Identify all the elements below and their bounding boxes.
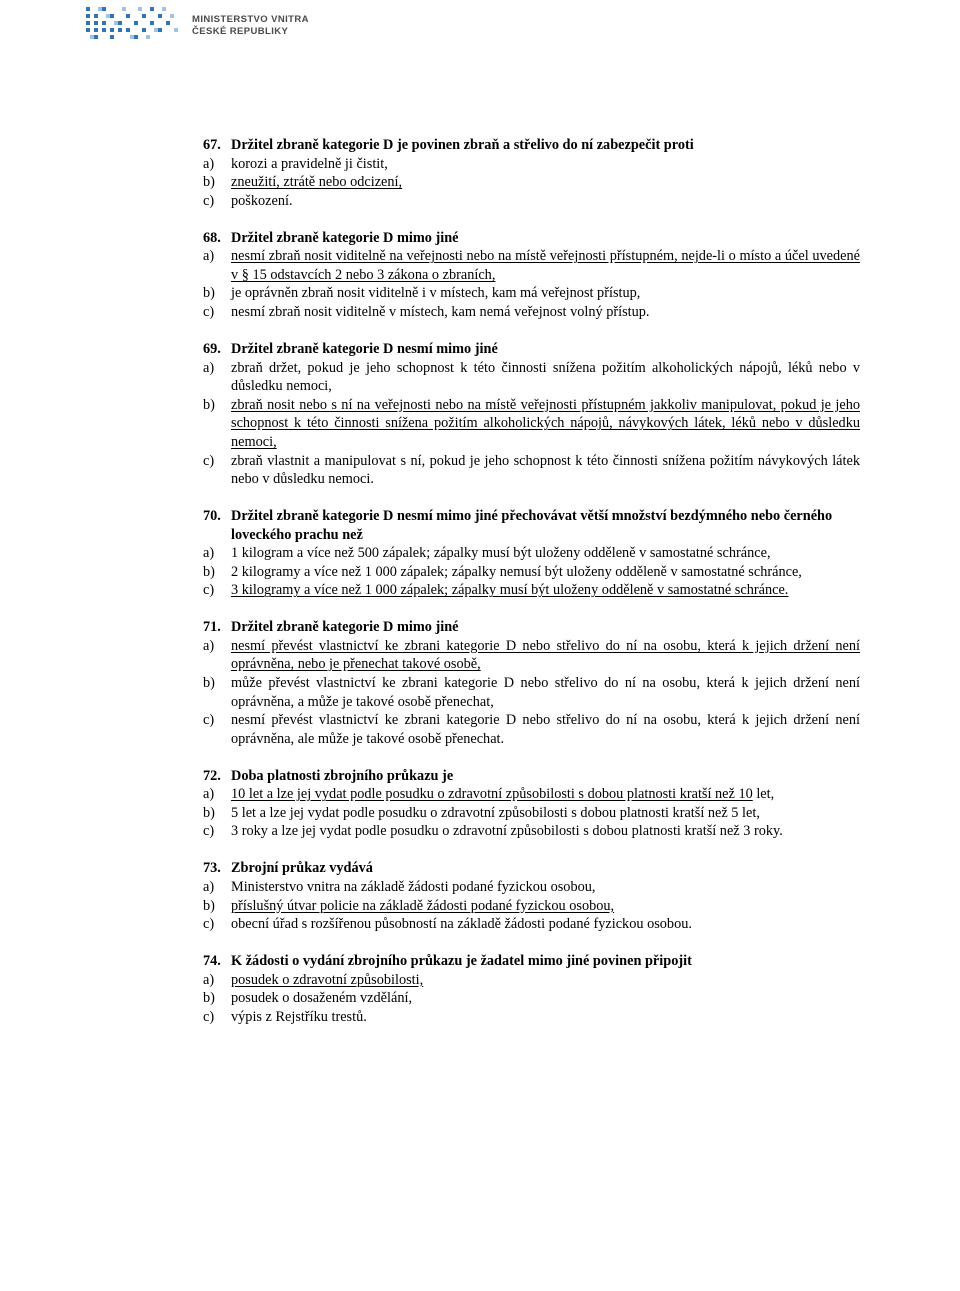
option-letter: c) — [203, 823, 215, 840]
answer-option — [203, 359, 860, 396]
question-heading — [203, 340, 860, 359]
question-heading — [203, 952, 860, 971]
option-text-correct: posudek o zdravotní způsobilosti, — [231, 971, 424, 988]
option-letter: c) — [203, 712, 215, 729]
option-text: 1 kilogram a více než 500 zápalek; zápalky musí být uloženy odděleně v samostatné schránce, — [231, 545, 771, 562]
question-number: 74. — [203, 953, 221, 970]
question-heading — [203, 229, 860, 248]
answer-option — [203, 711, 860, 748]
option-letter: a) — [203, 545, 215, 562]
option-text: 5 let a lze jej vydat podle posudku o zdravotní způsobilosti s dobou platnosti kratší než 5 let, — [231, 804, 760, 821]
option-letter: c) — [203, 582, 215, 599]
option-text-correct: příslušný útvar policie na základě žádosti podané fyzickou osobou, — [231, 897, 615, 914]
logo-mark-icon — [84, 4, 184, 44]
answer-option — [203, 247, 860, 284]
question-heading — [203, 618, 860, 637]
question-item — [203, 229, 860, 322]
question-heading — [203, 859, 860, 878]
logo-text — [192, 14, 309, 38]
question-text: Držitel zbraně kategorie D mimo jiné — [231, 619, 459, 636]
option-letter: a) — [203, 637, 215, 654]
option-letter: c) — [203, 304, 215, 321]
answer-option — [203, 173, 860, 192]
option-text: 3 roky a lze jej vydat podle posudku o zdravotní způsobilosti s dobou platnosti kratší než 3 roky. — [231, 823, 783, 840]
option-letter: c) — [203, 1008, 215, 1025]
answer-option — [203, 674, 860, 711]
option-letter: a) — [203, 359, 215, 376]
option-text-correct: nesmí zbraň nosit viditelně na veřejnosti nebo na místě veřejnosti přístupném, nejde-li o místo a účel uvedené v § 15 odstavcích 2 nebo 3 zákona o zbraních, — [231, 248, 860, 283]
question-text: K žádosti o vydání zbrojního průkazu je žadatel mimo jiné povinen připojit — [231, 953, 692, 970]
option-letter: b) — [203, 990, 215, 1007]
question-text: Držitel zbraně kategorie D mimo jiné — [231, 229, 459, 246]
question-number: 67. — [203, 137, 221, 153]
answer-option — [203, 822, 860, 841]
answer-option — [203, 915, 860, 934]
answer-option — [203, 581, 860, 600]
answer-option — [203, 544, 860, 563]
option-text: může převést vlastnictví ke zbrani kategorie D nebo střelivo do ní na osobu, která k jejich držení není oprávněna, a může je takové osobě přenechat, — [231, 675, 860, 710]
option-text-correct: zneužití, ztrátě nebo odcizení, — [231, 174, 403, 191]
question-item — [203, 507, 860, 600]
answer-option — [203, 452, 860, 489]
question-text: Držitel zbraně kategorie D nesmí mimo jiné — [231, 340, 498, 357]
question-text: Držitel zbraně kategorie D nesmí mimo jiné přechovávat větší množství bezdýmného nebo černého loveckého prachu než — [231, 507, 833, 543]
question-item — [203, 340, 860, 489]
question-number: 68. — [203, 229, 221, 246]
question-heading — [203, 136, 860, 155]
option-text: je oprávněn zbraň nosit viditelně i v místech, kam má veřejnost přístup, — [231, 285, 641, 302]
option-letter: a) — [203, 971, 215, 988]
answer-option — [203, 804, 860, 823]
question-number: 69. — [203, 340, 221, 357]
logo-line-2: ČESKÉ REPUBLIKY — [192, 26, 289, 37]
option-text: korozi a pravidelně ji čistit, — [231, 155, 388, 172]
option-letter: a) — [203, 878, 215, 895]
answer-option — [203, 155, 860, 174]
option-text: obecní úřad s rozšířenou působností na základě žádosti podané fyzickou osobou. — [231, 916, 692, 933]
option-text: zbraň vlastnit a manipulovat s ní, pokud je jeho schopnost k této činnosti snížena požitím návykových látek nebo v důsledku nemoci. — [231, 452, 860, 488]
question-item — [203, 859, 860, 933]
question-heading — [203, 767, 860, 786]
question-item — [203, 136, 860, 210]
ministry-logo — [84, 4, 314, 44]
option-text: výpis z Rejstříku trestů. — [231, 1008, 367, 1025]
answer-option — [203, 303, 860, 322]
option-text: 2 kilogramy a více než 1 000 zápalek; zápalky nemusí být uloženy odděleně v samostatné schránce, — [231, 563, 802, 580]
option-letter: c) — [203, 452, 215, 469]
answer-option — [203, 396, 860, 452]
option-letter: c) — [203, 192, 215, 209]
answer-option — [203, 1008, 860, 1027]
question-list — [203, 136, 860, 1045]
answer-option — [203, 878, 860, 897]
question-item — [203, 767, 860, 841]
option-letter: b) — [203, 804, 215, 821]
option-text-correct: zbraň nosit nebo s ní na veřejnosti nebo na místě veřejnosti přístupném jakkoliv manipulovat, pokud je jeho schopnost k této činnosti snížena požitím alkoholických nápojů, návykových látek, léků nebo v důsledku nemoci, — [231, 396, 860, 450]
option-letter: a) — [203, 155, 215, 172]
option-text-correct: nesmí převést vlastnictví ke zbrani kategorie D nebo střelivo do ní na osobu, která k jejich držení není oprávněna, nebo je přenechat takové osobě, — [231, 637, 860, 673]
option-letter: b) — [203, 897, 215, 914]
option-letter: b) — [203, 285, 215, 302]
question-number: 71. — [203, 619, 221, 636]
option-text: poškození. — [231, 192, 293, 209]
logo-line-1: MINISTERSTVO VNITRA — [192, 14, 309, 25]
question-number: 72. — [203, 767, 221, 784]
option-text: zbraň držet, pokud je jeho schopnost k této činnosti snížena požitím alkoholických nápojů, léků nebo v důsledku nemoci, — [231, 359, 860, 395]
question-text: Držitel zbraně kategorie D je povinen zbraň a střelivo do ní zabezpečit proti — [231, 137, 694, 153]
option-letter: b) — [203, 563, 215, 580]
question-number: 73. — [203, 860, 221, 877]
option-letter: b) — [203, 675, 215, 692]
answer-option — [203, 284, 860, 303]
option-text-suffix: let, — [752, 786, 775, 803]
question-heading — [203, 507, 860, 544]
answer-option — [203, 971, 860, 990]
answer-option — [203, 989, 860, 1008]
option-text: nesmí převést vlastnictví ke zbrani kategorie D nebo střelivo do ní na osobu, která k jejich držení není oprávněna, ale může je takové osobě přenechat. — [231, 712, 860, 747]
option-letter: a) — [203, 786, 215, 803]
answer-option — [203, 637, 860, 674]
option-text: nesmí zbraň nosit viditelně v místech, kam nemá veřejnost volný přístup. — [231, 304, 650, 321]
option-letter: a) — [203, 248, 215, 265]
option-text: Ministerstvo vnitra na základě žádosti podané fyzickou osobou, — [231, 878, 596, 895]
option-text-correct: 10 let a lze jej vydat podle posudku o zdravotní způsobilosti s dobou platnosti kratší než 10 — [231, 786, 753, 803]
answer-option — [203, 897, 860, 916]
answer-option — [203, 785, 860, 804]
question-item — [203, 952, 860, 1026]
answer-option — [203, 563, 860, 582]
option-letter: c) — [203, 916, 215, 933]
answer-option — [203, 192, 860, 211]
question-text: Zbrojní průkaz vydává — [231, 860, 373, 877]
question-number: 70. — [203, 507, 221, 524]
question-item — [203, 618, 860, 748]
option-letter: b) — [203, 174, 215, 191]
question-text: Doba platnosti zbrojního průkazu je — [231, 767, 454, 784]
option-letter: b) — [203, 396, 215, 413]
option-text-correct: 3 kilogramy a více než 1 000 zápalek; zápalky musí být uloženy odděleně v samostatné schránce. — [231, 582, 789, 599]
option-text: posudek o dosaženém vzdělání, — [231, 990, 413, 1007]
